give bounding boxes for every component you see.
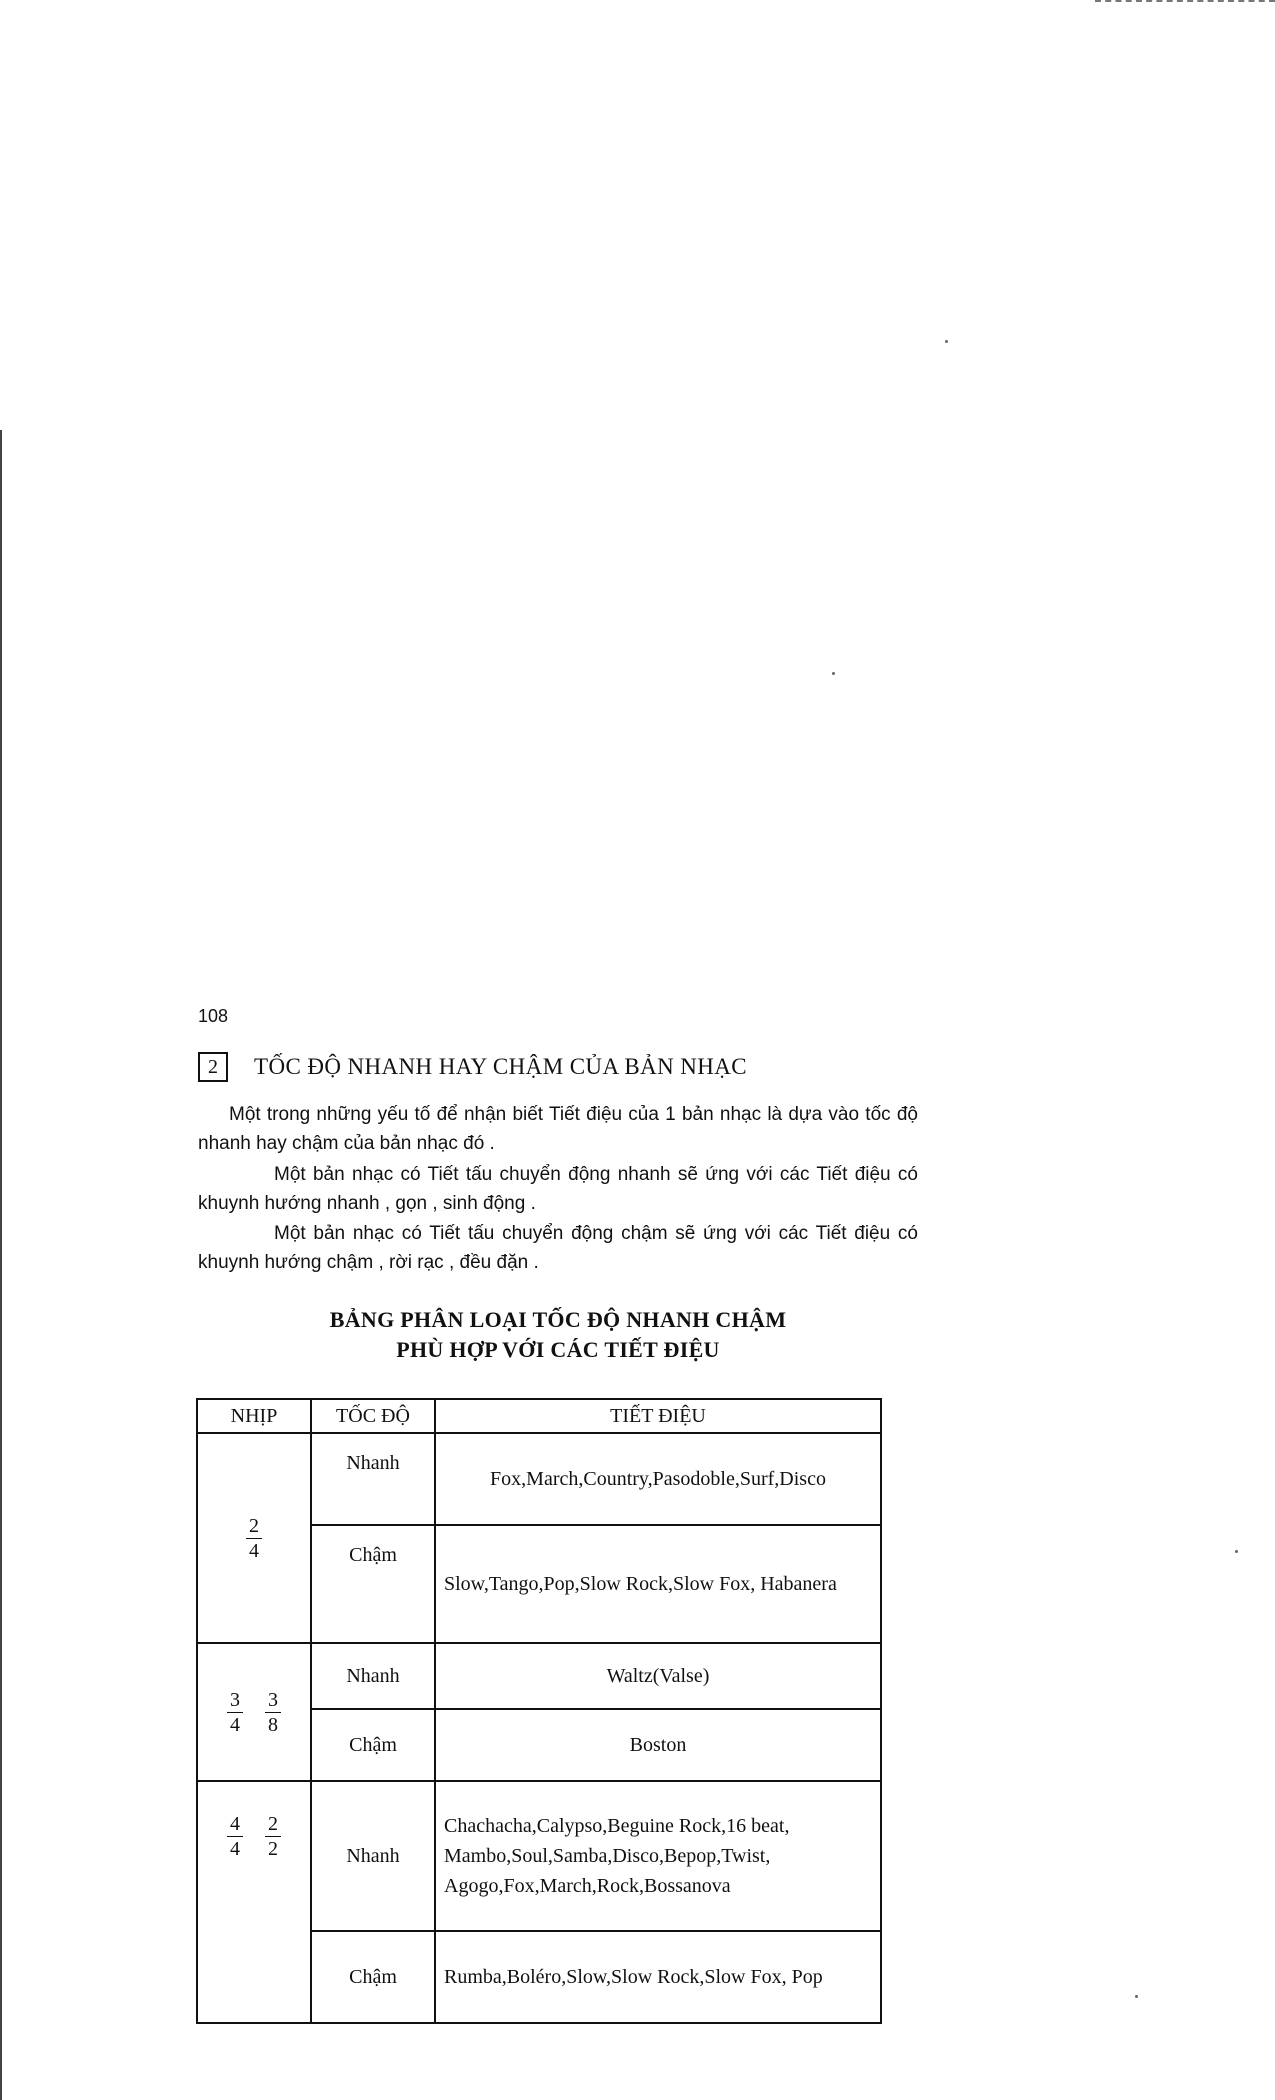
styles-cell: Boston: [435, 1709, 881, 1781]
paragraph-1: Một trong những yếu tố để nhận biết Tiết điệu của 1 bản nhạc là dựa vào tốc độ nhanh hay chậm của bản nhạc đó .: [198, 1104, 918, 1154]
table-row: [197, 1643, 881, 1709]
table-row: [197, 1433, 881, 1525]
table-title-line-2: PHÙ HỢP VỚI CÁC TIẾT ĐIỆU: [396, 1337, 720, 1362]
speed-cell: Chậm: [311, 1709, 435, 1781]
styles-cell: Rumba,Boléro,Slow,Slow Rock,Slow Fox, Pop: [435, 1931, 881, 2023]
meter-cell-2-4: [197, 1433, 311, 1643]
scan-left-edge: [0, 430, 2, 2100]
section-number: 2: [208, 1055, 218, 1078]
section-number-box: [198, 1052, 228, 1082]
page-number: 108: [198, 1006, 229, 1026]
time-signature-denominator: 4: [230, 1713, 240, 1736]
time-signature: [227, 1688, 243, 1737]
paragraph-2: Một bản nhạc có Tiết tấu chuyển động nhanh sẽ ứng với các Tiết điệu có khuynh hướng nhanh , gọn , sinh động .: [198, 1164, 918, 1214]
scan-speck: [1135, 1995, 1138, 1998]
time-signature: [265, 1688, 281, 1737]
tempo-classification-table: [196, 1398, 882, 2024]
speed-cell: Nhanh: [311, 1781, 435, 1931]
time-signature-numerator: 3: [265, 1688, 281, 1713]
time-signature-numerator: 2: [265, 1812, 281, 1837]
table-row: [197, 1781, 881, 1931]
time-signature: [246, 1514, 262, 1563]
meter-cell-3-4-3-8: [197, 1643, 311, 1781]
time-signature-denominator: 4: [249, 1539, 259, 1562]
scan-speck: [1235, 1550, 1238, 1553]
time-signature-denominator: 4: [230, 1838, 240, 1860]
header-speed: TỐC ĐỘ: [311, 1399, 435, 1433]
time-signature-numerator: 3: [227, 1688, 243, 1713]
time-signature-denominator: 2: [268, 1838, 278, 1860]
styles-cell: Waltz(Valse): [435, 1643, 881, 1709]
speed-cell: Chậm: [311, 1931, 435, 2023]
meter-cell-4-4-2-2: [197, 1781, 311, 2023]
speed-cell: Chậm: [311, 1525, 435, 1643]
time-signature-numerator: 4: [227, 1812, 243, 1837]
scan-top-edge: [1095, 0, 1275, 4]
styles-cell: Chachacha,Calypso,Beguine Rock,16 beat, Mambo,Soul,Samba,Disco,Bepop,Twist, Agogo,Fox,March,Rock,Bossanova: [435, 1781, 881, 1931]
scan-speck: [832, 672, 835, 675]
styles-cell: Fox,March,Country,Pasodoble,Surf,Disco: [435, 1433, 881, 1525]
time-signature-numerator: 2: [246, 1514, 262, 1539]
time-signature: [265, 1812, 281, 1861]
section-heading: [198, 1052, 747, 1082]
table-title-line-1: BẢNG PHÂN LOẠI TỐC ĐỘ NHANH CHẬM: [329, 1307, 787, 1332]
speed-cell: Nhanh: [311, 1433, 435, 1525]
time-signature: [227, 1812, 243, 1861]
section-title: TỐC ĐỘ NHANH HAY CHẬM CỦA BẢN NHẠC: [254, 1054, 748, 1079]
header-meter: NHỊP: [197, 1399, 311, 1433]
paragraph-3: Một bản nhạc có Tiết tấu chuyển động chậm sẽ ứng với các Tiết điệu có khuynh hướng chậm , rời rạc , đều đặn .: [198, 1223, 918, 1273]
speed-cell: Nhanh: [311, 1643, 435, 1709]
header-styles: TIẾT ĐIỆU: [435, 1399, 881, 1433]
styles-cell: Slow,Tango,Pop,Slow Rock,Slow Fox, Habanera: [435, 1525, 881, 1643]
time-signature-denominator: 8: [268, 1713, 278, 1736]
table-title: [200, 1305, 916, 1365]
scan-speck: [945, 340, 948, 343]
table-header-row: [197, 1399, 881, 1433]
